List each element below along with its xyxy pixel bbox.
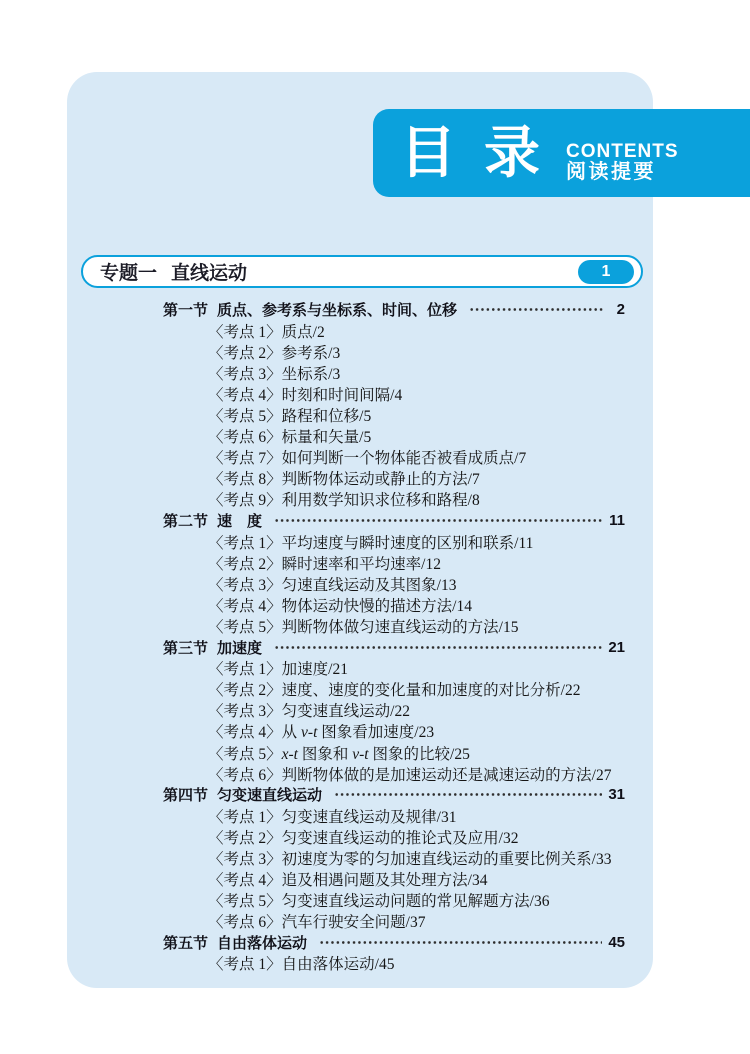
- toc-item-row: [163, 320, 625, 341]
- section-page-number: 45: [608, 933, 625, 951]
- toc-item-row: [163, 742, 625, 763]
- toc-item-row: [163, 404, 625, 425]
- toc-item-row: [163, 531, 625, 552]
- section-title: 质点、参考系与坐标系、时间、位移: [217, 302, 458, 320]
- toc-section-row: [163, 932, 625, 953]
- item-text: 〈考点 9〉利用数学知识求位移和路程/8: [208, 492, 480, 510]
- toc-item-row: [163, 826, 625, 847]
- section-page-number: 21: [608, 638, 625, 656]
- item-text: 〈考点 3〉匀速直线运动及其图象/13: [208, 576, 457, 594]
- section-page-number: 31: [608, 786, 625, 804]
- section-page-number: 11: [609, 511, 625, 529]
- item-text: 〈考点 2〉瞬时速率和平均速率/12: [208, 555, 441, 573]
- dotted-leader: [274, 510, 603, 531]
- item-text: 〈考点 2〉参考系/3: [208, 344, 341, 362]
- toc-item-row: [163, 679, 625, 700]
- item-text: 〈考点 6〉标量和矢量/5: [208, 429, 372, 447]
- section-label: 第二节: [163, 512, 209, 530]
- topic-label: 专题一: [100, 263, 158, 284]
- page-title: 目录: [400, 121, 568, 184]
- dotted-leader: [319, 932, 602, 953]
- toc-item-row: [163, 362, 625, 383]
- item-text: 〈考点 3〉匀变速直线运动/22: [208, 703, 410, 721]
- reading-guide-label: 阅读提要: [566, 161, 656, 183]
- topic-header: [81, 255, 643, 288]
- toc-section-row: [163, 637, 625, 658]
- contents-banner: [373, 109, 750, 197]
- contents-en-label: CONTENTS: [566, 141, 679, 162]
- dotted-leader: [274, 637, 602, 658]
- item-text: 〈考点 8〉判断物体运动或静止的方法/7: [208, 471, 480, 489]
- toc-item-row: [163, 341, 625, 362]
- item-text: 〈考点 3〉初速度为零的匀加速直线运动的重要比例关系/33: [208, 850, 612, 868]
- item-text: 〈考点 2〉速度、速度的变化量和加速度的对比分析/22: [208, 682, 581, 700]
- toc-item-row: [163, 890, 625, 911]
- section-label: 第五节: [163, 934, 209, 952]
- topic-page-badge: 1: [578, 260, 634, 284]
- toc-item-row: [163, 763, 625, 784]
- item-text: 〈考点 4〉追及相遇问题及其处理方法/34: [208, 872, 488, 890]
- section-label: 第一节: [163, 302, 209, 320]
- item-text: 〈考点 1〉匀变速直线运动及规律/31: [208, 808, 457, 826]
- math-variable: v-t: [301, 724, 318, 742]
- toc-section-row: [163, 510, 625, 531]
- section-label: 第四节: [163, 787, 209, 805]
- toc-item-row: [163, 383, 625, 404]
- toc-item-row: [163, 573, 625, 594]
- section-page-number: 2: [616, 301, 625, 319]
- dotted-leader: [469, 299, 603, 320]
- item-text: 〈考点 2〉匀变速直线运动的推论式及应用/32: [208, 829, 519, 847]
- item-text: 〈考点 6〉汽车行驶安全问题/37: [208, 914, 426, 932]
- topic-title: 直线运动: [171, 263, 248, 284]
- math-variable: v-t: [352, 745, 369, 763]
- toc-item-row: [163, 658, 625, 679]
- toc-item-row: [163, 468, 625, 489]
- toc-item-row: [163, 911, 625, 932]
- item-text: 〈考点 5〉路程和位移/5: [208, 408, 372, 426]
- toc-item-row: [163, 700, 625, 721]
- toc-item-row: [163, 489, 625, 510]
- item-text: 〈考点 5〉x-t 图象和 v-t 图象的比较/25: [208, 745, 470, 763]
- toc-item-row: [163, 447, 625, 468]
- section-title: 加速度: [217, 639, 263, 657]
- item-text: 〈考点 4〉从 v-t 图象看加速度/23: [208, 724, 435, 742]
- math-variable: x-t: [281, 745, 298, 763]
- toc-item-row: [163, 721, 625, 742]
- item-text: 〈考点 1〉加速度/21: [208, 661, 348, 679]
- item-text: 〈考点 6〉判断物体做的是加速运动还是减速运动的方法/27: [208, 766, 612, 784]
- dotted-leader: [334, 784, 602, 805]
- item-text: 〈考点 4〉物体运动快慢的描述方法/14: [208, 597, 472, 615]
- toc-section-row: [163, 784, 625, 805]
- item-text: 〈考点 7〉如何判断一个物体能否被看成质点/7: [208, 450, 527, 468]
- section-label: 第三节: [163, 639, 209, 657]
- toc-section-row: [163, 299, 625, 320]
- toc-item-row: [163, 594, 625, 615]
- toc-item-row: [163, 847, 625, 868]
- item-text: 〈考点 5〉匀变速直线运动问题的常见解题方法/36: [208, 893, 550, 911]
- toc-item-row: [163, 552, 625, 573]
- toc-list: [163, 299, 625, 974]
- section-title: 匀变速直线运动: [217, 787, 323, 805]
- toc-item-row: [163, 615, 625, 636]
- section-title: 自由落体运动: [217, 934, 308, 952]
- item-text: 〈考点 1〉自由落体运动/45: [208, 956, 395, 974]
- toc-item-row: [163, 953, 625, 974]
- item-text: 〈考点 3〉坐标系/3: [208, 365, 341, 383]
- section-title: 速 度: [217, 512, 263, 530]
- item-text: 〈考点 1〉质点/2: [208, 323, 325, 341]
- item-text: 〈考点 1〉平均速度与瞬时速度的区别和联系/11: [208, 534, 534, 552]
- item-text: 〈考点 4〉时刻和时间间隔/4: [208, 386, 403, 404]
- toc-item-row: [163, 426, 625, 447]
- banner-subtitle-block: [566, 143, 679, 183]
- toc-item-row: [163, 869, 625, 890]
- item-text: 〈考点 5〉判断物体做匀速直线运动的方法/15: [208, 618, 519, 636]
- toc-item-row: [163, 805, 625, 826]
